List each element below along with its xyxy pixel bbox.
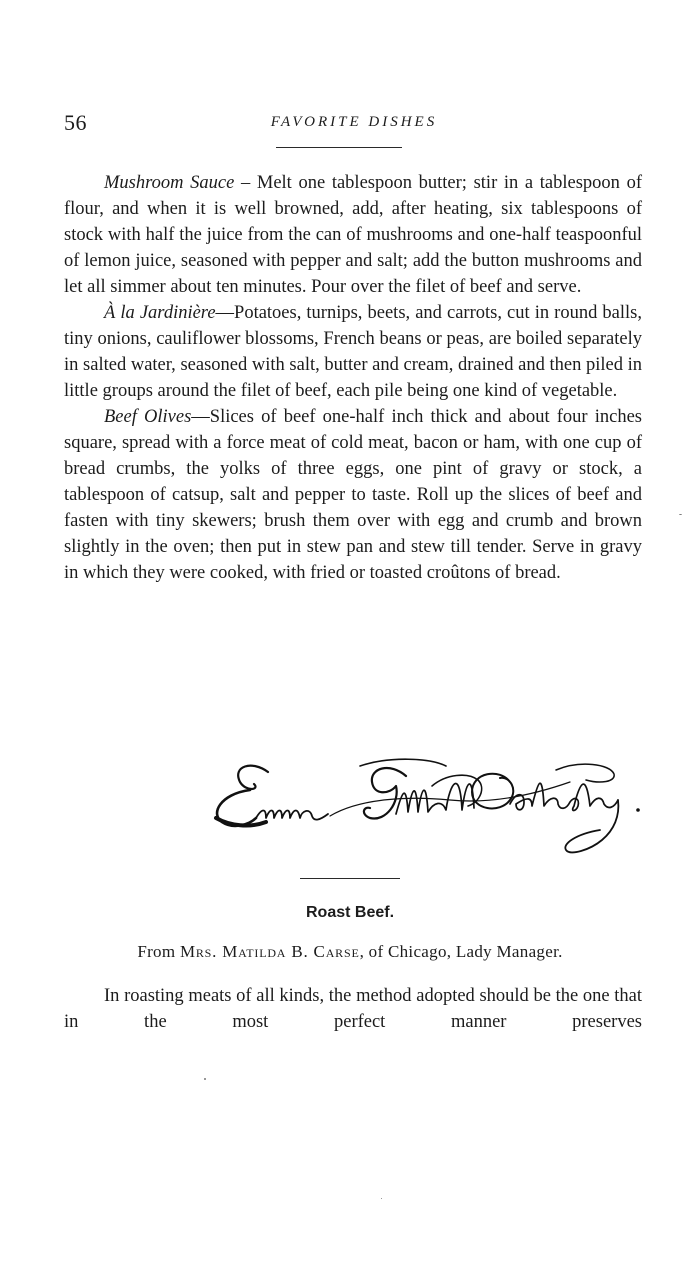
recipe-body: Slices of beef one-half inch thick and about four inches square, spread with a force meat of cold meat, bacon or ham, with one cup of bread crumbs, the yolks of three eggs, one pint of gravy or stock, a tablespoon of catsup, salt and pepper to taste. Roll up the slices of beef and fasten with tiny skewers; brush them over with egg and crumb and brown slightly in the oven; then put in stew pan and stew till tender. Serve in gravy in which they were cooked, with fried or toasted croûtons of bread. [64, 407, 642, 583]
page-number: 56 [64, 110, 87, 135]
running-title: FAVORITE DISHES [270, 114, 438, 130]
handwritten-signature [210, 752, 660, 864]
recipe-separator: – [234, 173, 257, 193]
recipe-heading: Roast Beef. [305, 904, 395, 921]
recipe-title: Beef Olives [104, 407, 192, 427]
page-header [64, 110, 644, 140]
recipe-separator: — [191, 407, 210, 427]
recipe-text-block [64, 170, 642, 586]
paper-speck [204, 1078, 206, 1080]
section-divider [300, 878, 400, 879]
recipe-body: Potatoes, turnips, beets, and carrots, cut in round balls, tiny onions, cauliflower blossoms, French beans or peas, are boiled separately in salted water, seasoned with salt, butter and cream, drained and then piled in little groups around the filet of beef, each pile being one kind of vegetable. [64, 303, 642, 401]
recipe-body: Melt one tablespoon butter; stir in a tablespoon of flour, and when it is well browned, add, after heating, six tablespoons of stock with half the juice from the can of mushrooms and one-half teaspoonful of lemon juice, seasoned with pepper and salt; add the button mushrooms and let all simmer about ten minutes. Pour over the filet of beef and serve. [64, 173, 643, 297]
attribution-prefix: From [137, 942, 180, 961]
recipe-paragraph-mushroom-sauce [64, 170, 642, 300]
recipe-title: À la Jardinière [104, 303, 216, 323]
recipe-paragraph-a-la-jardiniere [64, 300, 642, 404]
attribution-suffix: , of Chicago, Lady Manager. [359, 942, 563, 961]
paper-speck [679, 514, 682, 515]
recipe-separator: — [215, 303, 235, 323]
recipe-paragraph-beef-olives [64, 404, 642, 586]
attribution-name: Mrs. Matilda B. Carse [179, 942, 360, 961]
roast-beef-paragraph: In roasting meats of all kinds, the method adopted should be the one that in the most perfect manner preserves [64, 986, 642, 1032]
recipe-title: Mushroom Sauce [104, 173, 235, 193]
recipe-attribution [0, 942, 700, 962]
roast-beef-text [64, 983, 642, 1035]
header-rule [276, 147, 402, 148]
paper-speck [381, 1198, 382, 1199]
